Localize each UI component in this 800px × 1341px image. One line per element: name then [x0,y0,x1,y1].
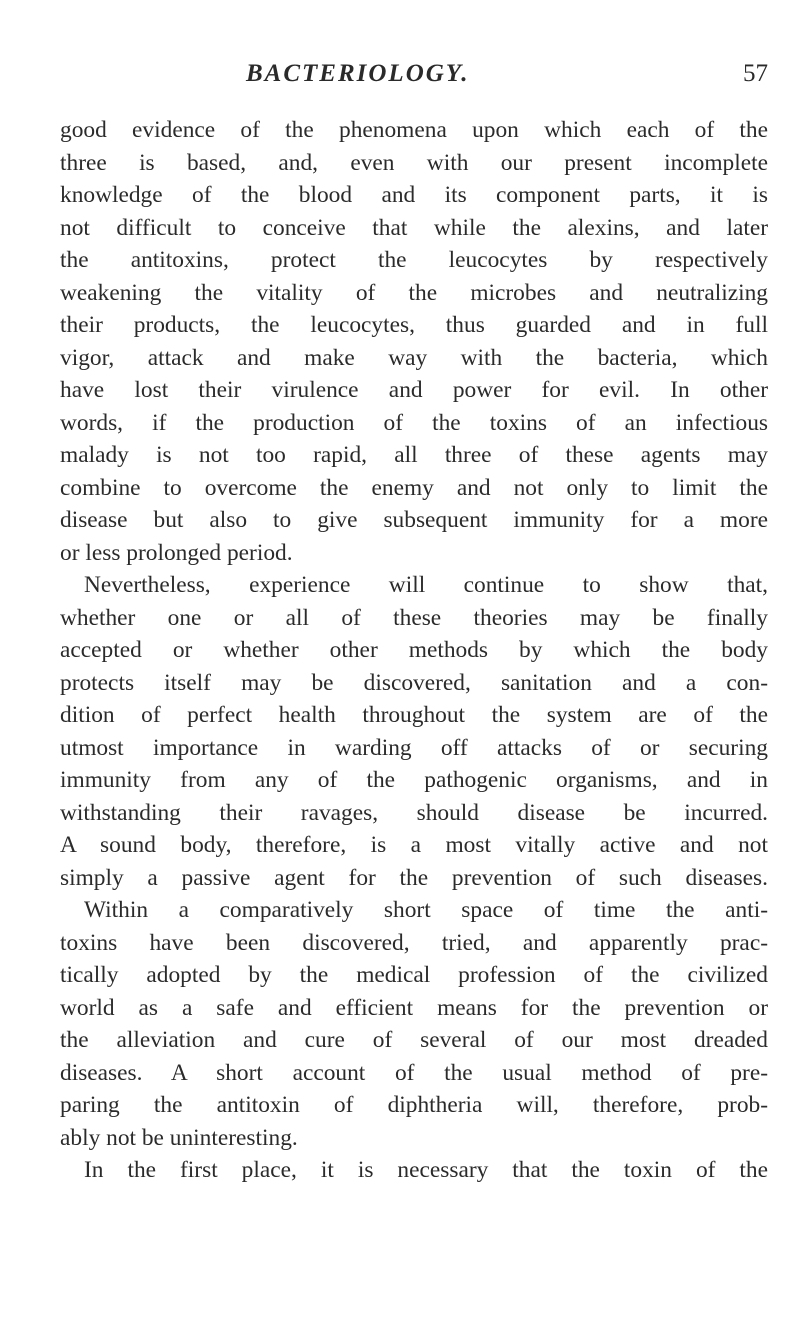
text-line: three is based, and, even with our present incomplete [60,149,768,176]
text-line: good evidence of the phenomena upon which each of the [60,117,768,143]
text-line: A sound body, therefore, is a most vitally active and not [60,832,768,858]
text-line: tically adopted by the medical profession of the civilized [60,962,768,988]
text-line: words, if the production of the toxins of an infectious [60,409,768,436]
text-line: world as a safe and efficient means for the prevention or [60,994,768,1021]
text-line: not difficult to conceive that while the alexins, and later [60,214,768,241]
text-line: immunity from any of the pathogenic organisms, and in [60,767,768,793]
text-line: knowledge of the blood and its component parts, it is [60,182,768,208]
text-line: diseases. A short account of the usual method of pre- [60,1059,768,1086]
text-line: weakening the vitality of the microbes and neutralizing [60,279,768,306]
text-line: vigor, attack and make way with the bacteria, which [60,344,768,371]
text-line: dition of perfect health throughout the system are of the [60,702,768,728]
running-title: BACTERIOLOGY. [246,60,470,87]
text-line: their products, the leucocytes, thus guarded and in full [60,312,768,338]
text-line: withstanding their ravages, should disease be incurred. [60,799,768,826]
running-head [60,60,768,100]
text-line: have lost their virulence and power for evil. In other [60,377,768,403]
text-line: the antitoxins, protect the leucocytes by respectively [60,247,768,273]
text-line: simply a passive agent for the prevention of such diseases. [60,864,768,891]
text-line: toxins have been discovered, tried, and apparently prac- [60,929,768,956]
text-line: Nevertheless, experience will continue to show that, [84,572,768,598]
text-line: or less prolonged period. [60,539,293,566]
text-line: accepted or whether other methods by which the body [60,637,768,663]
text-line: paring the antitoxin of diphtheria will, therefore, prob- [60,1092,768,1118]
text-line: ably not be uninteresting. [60,1124,298,1151]
text-line: whether one or all of these theories may be finally [60,604,768,631]
page-number: 57 [743,60,768,87]
text-line: In the first place, it is necessary that the toxin of the [84,1157,768,1183]
text-line: Within a comparatively short space of time the anti- [84,897,768,923]
text-line: combine to overcome the enemy and not only to limit the [60,474,768,501]
text-line: malady is not too rapid, all three of these agents may [60,442,768,468]
body-text [60,114,768,1187]
text-line: utmost importance in warding off attacks of or securing [60,734,768,761]
text-line: the alleviation and cure of several of our most dreaded [60,1027,768,1053]
text-line: protects itself may be discovered, sanitation and a con- [60,669,768,696]
text-line: disease but also to give subsequent immunity for a more [60,507,768,533]
